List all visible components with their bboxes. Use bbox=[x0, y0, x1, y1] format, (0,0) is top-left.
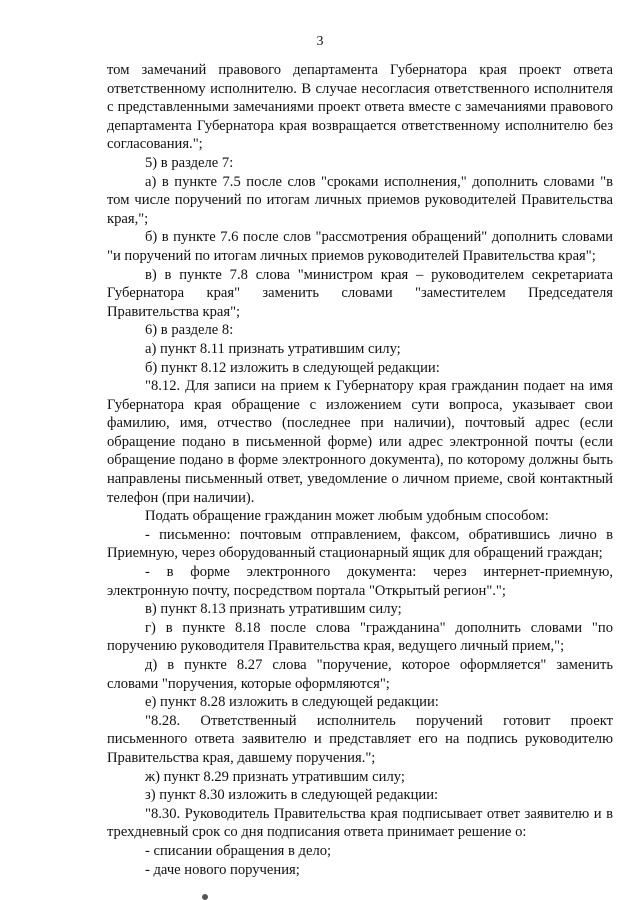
paragraph: в) пункт 8.13 признать утратившим силу; bbox=[145, 601, 402, 618]
paragraph: ж) пункт 8.29 признать утратившим силу; bbox=[145, 768, 405, 785]
paragraph: "8.30. Руководитель Правительства края подписывает ответ заявителю и в трехдневный срок со дня подписания ответа принимает решение о: bbox=[107, 805, 613, 841]
paragraph: 5) в разделе 7: bbox=[145, 154, 234, 171]
paragraph: - в форме электронного документа: через интернет-приемную, электронную почту, посредством портала "Открытый регион"."; bbox=[107, 564, 613, 599]
paragraph: - письменно: почтовым отправлением, факсом, обратившись лично в Приемную, через оборудованный стационарный ящик для обращений граждан; bbox=[107, 526, 613, 562]
paragraph: 6) в разделе 8: bbox=[145, 322, 234, 339]
paragraph: в) в пункте 7.8 слова "министром края – руководителем секретариата Губернатора края" заменить словами "заместителем Председателя Правительства края"; bbox=[107, 266, 613, 320]
paragraph: "8.12. Для записи на прием к Губернатору края гражданин подает на имя Губернатора края обращение с изложением сути вопроса, указывает свои фамилию, имя, отчество (последнее при наличии), почтовый адрес (если обращение подано в письменной форме) или адрес электронной почты (если обращение подано в форме электронного документа), по которому должны быть направлены письменный ответ, уведомление о личном приеме, свой контактный телефон (при наличии). bbox=[107, 378, 613, 506]
document-body bbox=[107, 61, 613, 879]
paragraph: е) пункт 8.28 изложить в следующей редакции: bbox=[145, 694, 439, 711]
paragraph: б) пункт 8.12 изложить в следующей редакции: bbox=[145, 359, 440, 376]
paragraph: а) в пункте 7.5 после слов "сроками исполнения," дополнить словами "в том числе поручений по итогам личных приемов руководителей Правительства края,"; bbox=[107, 173, 613, 227]
paragraph: з) пункт 8.30 изложить в следующей редакции: bbox=[145, 787, 439, 804]
paragraph: г) в пункте 8.18 после слова "гражданина" дополнить словами "по поручению руководителя Правительства края, ведущего личный прием,"; bbox=[107, 619, 613, 655]
page-number: 3 bbox=[316, 34, 324, 49]
paragraph: Подать обращение гражданин может любым удобным способом: bbox=[145, 508, 549, 525]
paragraph: б) в пункте 7.6 после слов "рассмотрения обращений" дополнить словами "и поручений по итогам личных приемов руководителей Правительства края"; bbox=[107, 229, 613, 264]
paragraph: - списании обращения в дело; bbox=[145, 842, 332, 859]
paragraph: том замечаний правового департамента Губернатора края проект ответа ответственному исполнителю. В случае несогласия ответственного исполнителя с представленными замечаниями проект ответа вместе с замечаниями правового департамента Губернатора края возвращается ответственному исполнителю без согласования."; bbox=[107, 62, 613, 153]
paragraph: а) пункт 8.11 признать утратившим силу; bbox=[145, 340, 401, 357]
paragraph: - даче нового поручения; bbox=[145, 861, 300, 878]
paragraph: "8.28. Ответственный исполнитель поручений готовит проект письменного ответа заявителю и представляет его на подпись руководителю Правительства края, давшему поручения."; bbox=[107, 712, 613, 766]
scan-artifact bbox=[202, 894, 208, 900]
paragraph: д) в пункте 8.27 слова "поручение, которое оформляется" заменить словами "поручения, которые оформляются"; bbox=[107, 657, 613, 692]
